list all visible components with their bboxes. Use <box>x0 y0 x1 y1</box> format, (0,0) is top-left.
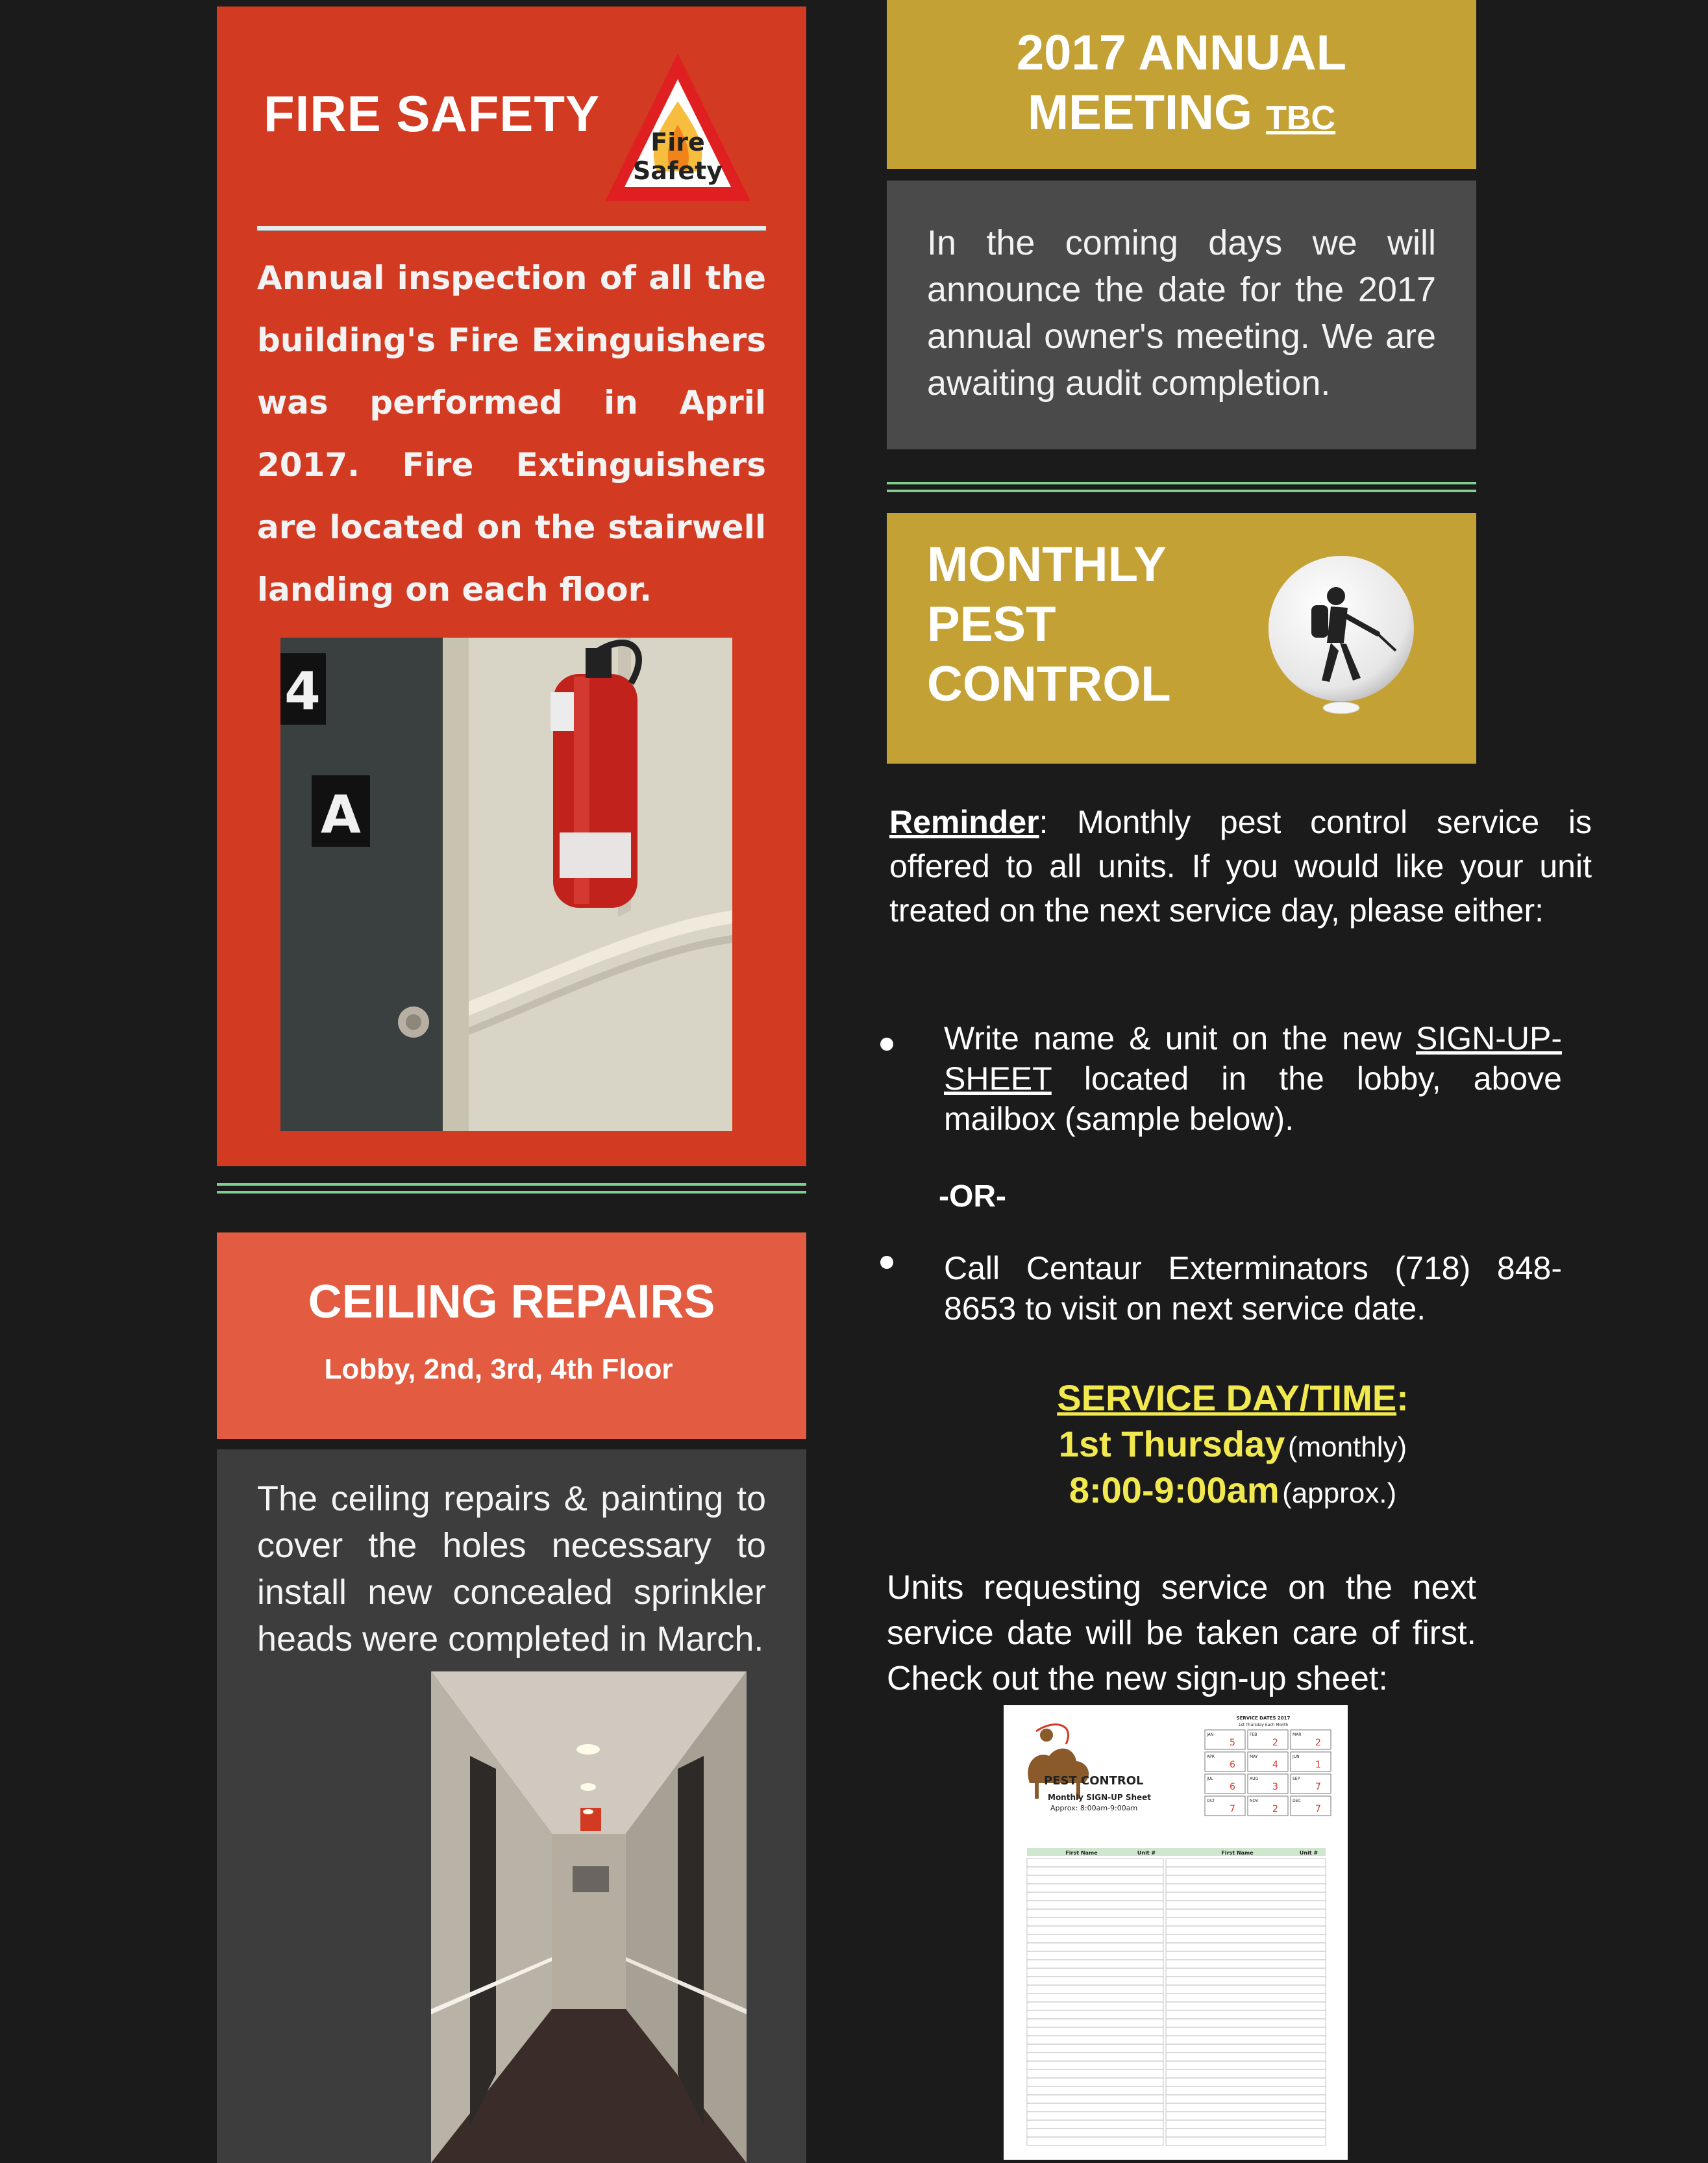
date-cell-day: 6 <box>1230 1782 1235 1792</box>
pest-control-title <box>927 535 1171 714</box>
fire-safety-panel <box>217 6 806 1166</box>
sheet-col-unit-left: Unit # <box>1137 1850 1156 1856</box>
date-cell-month: NOV <box>1250 1799 1259 1803</box>
service-dates-grid <box>1205 1730 1331 1816</box>
date-cell-month: AUG <box>1250 1777 1259 1781</box>
date-cell-month: JUN <box>1293 1755 1300 1759</box>
service-day-time-label: SERVICE DAY/TIME <box>1057 1377 1397 1418</box>
annual-meeting-tbc: TBC <box>1266 99 1336 137</box>
signup-row <box>1027 1968 1163 1977</box>
annual-meeting-title <box>887 23 1476 148</box>
signup-row <box>1027 1994 1163 2002</box>
fire-logo-text-2: Safety <box>632 156 723 185</box>
date-cell-month: OCT <box>1207 1799 1215 1803</box>
units-service-paragraph: Units requesting service on the next service date will be taken care of first. Check out the new sign-up sheet: <box>887 1569 1476 1697</box>
signup-row <box>1027 1892 1163 1901</box>
signup-row <box>1166 2086 1326 2095</box>
bullet-icon <box>880 1256 893 1269</box>
section-divider-left <box>217 1183 806 1194</box>
fire-safety-divider <box>257 226 766 231</box>
signup-row <box>1027 1867 1163 1875</box>
service-time-note: (approx.) <box>1282 1477 1397 1509</box>
sheet-hours: Approx: 8:00am-9:00am <box>1050 1804 1138 1812</box>
date-cell-month: JAN <box>1207 1732 1214 1737</box>
signup-row <box>1166 2036 1326 2044</box>
signup-row <box>1027 2036 1163 2044</box>
signup-row <box>1027 1858 1163 1867</box>
signup-row <box>1027 2095 1163 2103</box>
signup-row <box>1027 1926 1163 1934</box>
signup-row <box>1166 2112 1326 2120</box>
pest-option-signup <box>944 1018 1562 1139</box>
signup-row <box>1166 2069 1326 2078</box>
fire-safety-title: FIRE SAFETY <box>264 85 600 142</box>
signup-row <box>1027 1943 1163 1951</box>
signup-row <box>1166 2002 1326 2010</box>
signup-row <box>1027 1977 1163 1985</box>
annual-meeting-panel <box>887 181 1476 449</box>
date-cell-day: 4 <box>1272 1760 1278 1770</box>
signup-row <box>1166 2044 1326 2053</box>
signup-row <box>1166 1892 1326 1901</box>
service-day: 1st Thursday <box>1058 1423 1285 1464</box>
signup-row <box>1166 2095 1326 2103</box>
signup-sheet-link: SIGN-UP-SHEET <box>944 1020 1562 1097</box>
pest-control-header <box>887 513 1476 764</box>
date-cell-month: FEB <box>1250 1732 1257 1737</box>
signup-row <box>1027 1901 1163 1909</box>
signup-row <box>1027 2069 1163 2078</box>
signup-row <box>1027 1934 1163 1943</box>
signup-row <box>1027 1918 1163 1926</box>
signup-row <box>1166 1968 1326 1977</box>
signup-row <box>1166 2078 1326 2086</box>
signup-row <box>1166 2120 1326 2129</box>
date-cell-day: 6 <box>1230 1760 1235 1770</box>
photo-door-letter: A <box>321 784 361 845</box>
signup-row <box>1027 2002 1163 2010</box>
signup-sheet-sample-image <box>1004 1705 1348 2160</box>
date-cell-day: 5 <box>1230 1738 1235 1748</box>
signup-row <box>1027 2086 1163 2095</box>
signup-row <box>1166 1909 1326 1918</box>
date-cell-month: MAY <box>1250 1755 1258 1759</box>
photo-floor-number: 4 <box>284 661 321 721</box>
pest-reminder-paragraph <box>889 800 1592 932</box>
signup-row <box>1166 1994 1326 2002</box>
fire-logo-text-1: Fire <box>650 128 705 156</box>
annual-meeting-title-line1: 2017 ANNUAL <box>1016 25 1347 81</box>
exterminator-icon <box>1263 553 1419 716</box>
date-cell-month: DEC <box>1293 1799 1301 1803</box>
signup-row <box>1166 2137 1326 2145</box>
signup-row <box>1166 1884 1326 1892</box>
signup-row <box>1166 1858 1326 1867</box>
bullet-icon <box>880 1038 893 1051</box>
date-cell-month: SEP <box>1293 1777 1300 1781</box>
sheet-subtitle: Monthly SIGN-UP Sheet <box>1048 1793 1152 1802</box>
annual-meeting-header <box>887 0 1476 169</box>
signup-row <box>1027 2053 1163 2061</box>
signup-row <box>1166 1943 1326 1951</box>
signup-row <box>1166 1867 1326 1875</box>
pest-title-line2: PEST <box>927 597 1056 652</box>
pest-option-signup-pre: Write name & unit on the new <box>944 1020 1416 1056</box>
date-cell-day: 3 <box>1272 1782 1278 1792</box>
signup-row <box>1027 2010 1163 2019</box>
pest-or-separator: -OR- <box>939 1179 1006 1214</box>
date-cell-day: 1 <box>1315 1760 1321 1770</box>
signup-row <box>1166 2061 1326 2069</box>
hallway-photo <box>431 1671 747 2163</box>
signup-row <box>1027 2112 1163 2120</box>
service-day-time-block <box>887 1377 1627 1511</box>
date-cell-day: 7 <box>1315 1782 1321 1792</box>
signup-rows-grid <box>1027 1858 1326 2145</box>
signup-row <box>1027 1884 1163 1892</box>
pest-option-call: Call Centaur Exterminators (718) 848-8653 to visit on next service date. <box>944 1250 1562 1327</box>
signup-row <box>1027 1951 1163 1960</box>
service-time: 8:00-9:00am <box>1069 1469 1280 1510</box>
signup-row <box>1027 1909 1163 1918</box>
signup-row <box>1027 1960 1163 1968</box>
pest-title-line3: CONTROL <box>927 656 1171 712</box>
signup-row <box>1166 1960 1326 1968</box>
signup-row <box>1027 2044 1163 2053</box>
pest-reminder-label: Reminder <box>889 804 1039 840</box>
signup-row <box>1166 1875 1326 1884</box>
date-cell-month: JUL <box>1207 1777 1213 1781</box>
signup-row <box>1027 2137 1163 2145</box>
signup-row <box>1166 1918 1326 1926</box>
pest-reminder-text: : Monthly pest control service is offered to all units. If you would like your unit treated on the next service day, please either: <box>889 804 1592 929</box>
sheet-header: SERVICE DATES 2017 <box>1236 1716 1291 1721</box>
service-day-note: (monthly) <box>1287 1431 1407 1463</box>
fire-extinguisher-photo <box>280 638 732 1131</box>
sheet-col-unit-right: Unit # <box>1299 1850 1318 1856</box>
signup-row <box>1166 1901 1326 1909</box>
signup-row <box>1166 1934 1326 1943</box>
signup-row <box>1166 2103 1326 2112</box>
ceiling-repairs-subtitle: Lobby, 2nd, 3rd, 4th Floor <box>324 1353 673 1385</box>
signup-row <box>1166 2010 1326 2019</box>
signup-row <box>1027 1875 1163 1884</box>
sheet-col-first-name-right: First Name <box>1221 1850 1254 1856</box>
signup-row <box>1166 2053 1326 2061</box>
signup-row <box>1166 1926 1326 1934</box>
date-cell-day: 2 <box>1272 1804 1278 1814</box>
pest-title-line1: MONTHLY <box>927 537 1167 592</box>
date-cell-day: 2 <box>1272 1738 1278 1748</box>
signup-row <box>1027 2129 1163 2137</box>
fire-safety-logo-icon <box>600 48 756 210</box>
sheet-col-first-name-left: First Name <box>1065 1850 1098 1856</box>
ceiling-repairs-panel <box>217 1449 806 2163</box>
sheet-title: PEST CONTROL <box>1044 1774 1144 1788</box>
signup-row <box>1027 2078 1163 2086</box>
signup-row <box>1166 2129 1326 2137</box>
ceiling-repairs-body: The ceiling repairs & painting to cover the holes necessary to install new concealed sprinkler heads were completed in March. <box>257 1479 766 1658</box>
signup-row <box>1027 1985 1163 1994</box>
date-cell-day: 7 <box>1230 1804 1235 1814</box>
sheet-subheader: 1st Thursday Each Month <box>1238 1723 1289 1727</box>
signup-row <box>1027 2103 1163 2112</box>
service-label-colon: : <box>1396 1377 1409 1418</box>
date-cell-month: MAR <box>1293 1732 1302 1737</box>
signup-row <box>1027 2061 1163 2069</box>
annual-meeting-body: In the coming days we will announce the date for the 2017 annual owner's meeting. We are awaiting audit completion. <box>927 223 1436 403</box>
signup-row <box>1166 2019 1326 2027</box>
signup-row <box>1166 1951 1326 1960</box>
date-cell-day: 7 <box>1315 1804 1321 1814</box>
signup-row <box>1166 1985 1326 1994</box>
section-divider-right <box>887 482 1476 492</box>
signup-row <box>1166 2027 1326 2036</box>
ceiling-repairs-header <box>217 1232 806 1439</box>
signup-row <box>1166 1977 1326 1985</box>
date-cell-month: APR <box>1207 1755 1215 1759</box>
signup-row <box>1027 2027 1163 2036</box>
ceiling-repairs-title: CEILING REPAIRS <box>308 1276 715 1328</box>
fire-safety-body: Annual inspection of all the building's Fire Exinguishers was performed in April 2017. Fire Extinguishers are located on the stairwell landing on each floor. <box>257 259 766 608</box>
annual-meeting-title-line2: MEETING <box>1027 85 1253 140</box>
signup-row <box>1027 2019 1163 2027</box>
date-cell-day: 2 <box>1315 1738 1321 1748</box>
pest-option-signup-post: located in the lobby, above mailbox (sample below). <box>944 1060 1562 1137</box>
signup-row <box>1027 2120 1163 2129</box>
